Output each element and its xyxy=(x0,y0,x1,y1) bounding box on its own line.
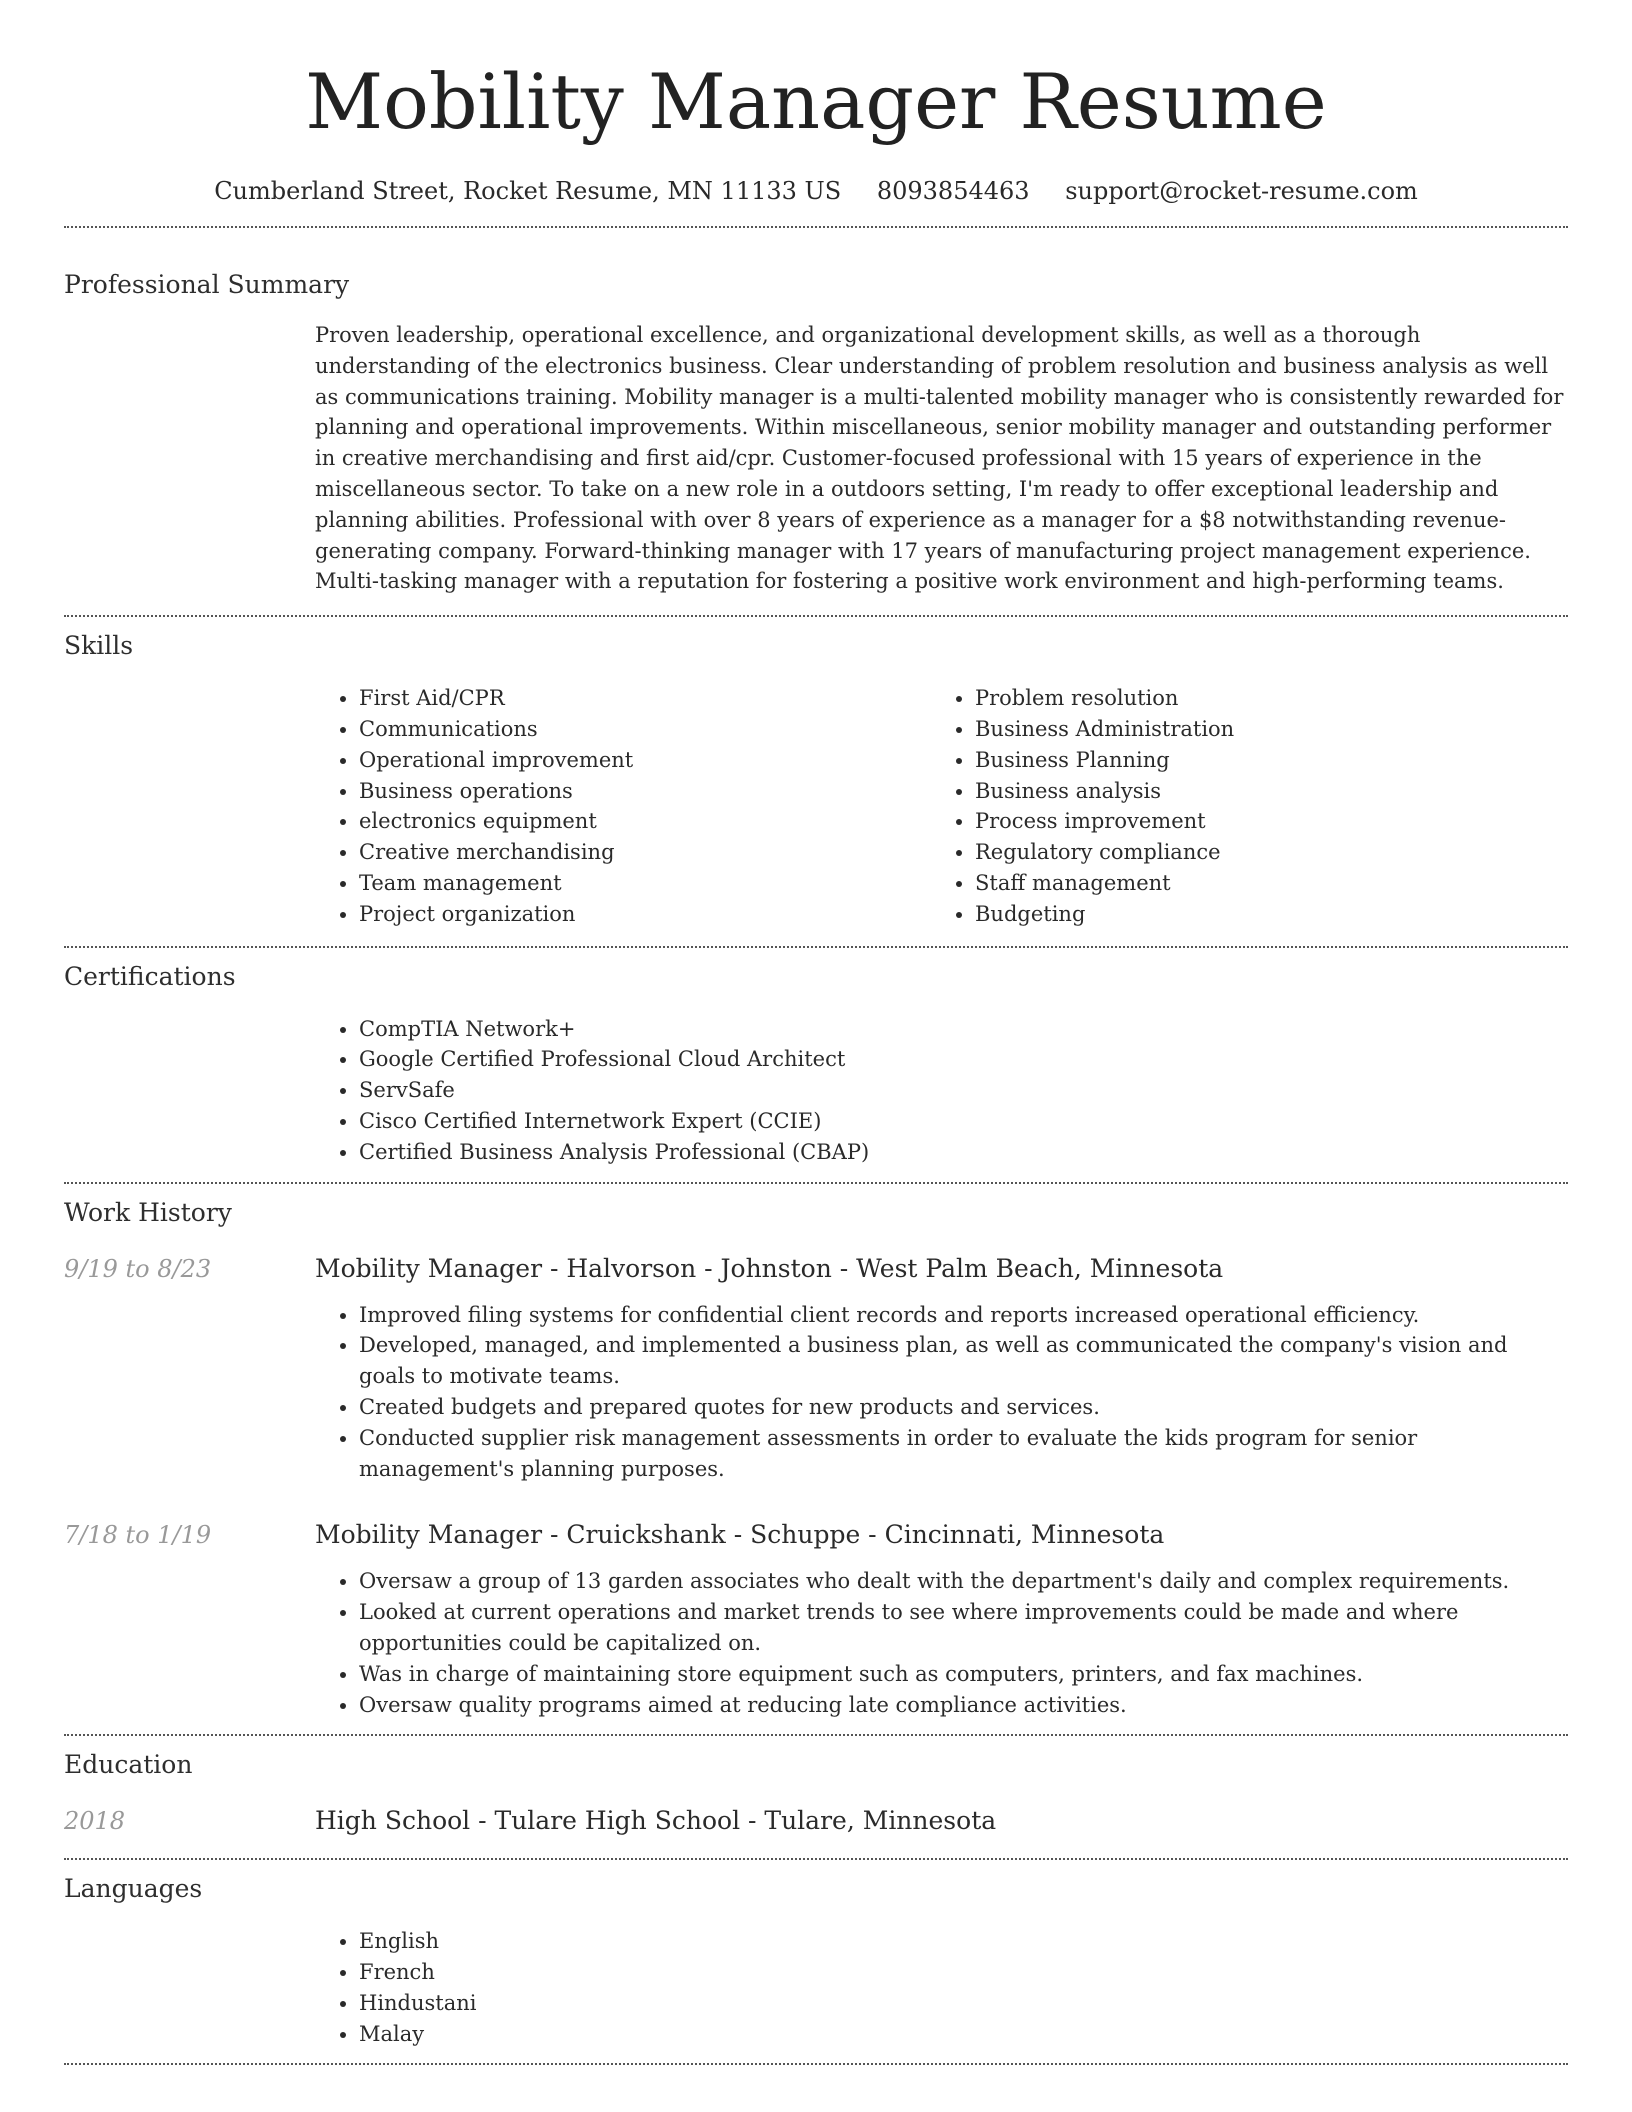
divider xyxy=(64,2063,1568,2065)
contact-address: Cumberland Street, Rocket Resume, MN 11133 US xyxy=(214,177,842,205)
certifications-section xyxy=(64,948,1568,1182)
contact-email: support@rocket-resume.com xyxy=(1065,177,1418,205)
summary-section xyxy=(64,228,1568,615)
contact-phone: 8093854463 xyxy=(876,177,1030,205)
skills-columns xyxy=(315,683,1568,945)
skill-item: • Staff management xyxy=(975,868,1547,899)
skill-item: • First Aid/CPR xyxy=(359,683,931,714)
certifications-list xyxy=(315,1014,1568,1168)
job-header xyxy=(64,1518,1568,1552)
job-dates: 9/19 to 8/23 xyxy=(64,1254,212,1283)
education-heading: Education xyxy=(64,1750,193,1780)
languages-content xyxy=(315,1926,1568,2063)
job-bullet: • Was in charge of maintaining store equipment such as computers, printers, and fax machines. xyxy=(359,1659,1568,1690)
job-title: Mobility Manager - Cruickshank - Schuppe - Cincinnati, Minnesota xyxy=(315,1520,1165,1550)
skill-item: • Communications xyxy=(359,714,931,745)
job-bullet-list xyxy=(315,1566,1568,1720)
languages-list xyxy=(315,1926,1568,2049)
skills-section xyxy=(64,617,1568,945)
job-bullet-list xyxy=(315,1300,1568,1485)
job-bullet: • Oversaw a group of 13 garden associates who dealt with the department's daily and complex requirements. xyxy=(359,1566,1568,1597)
summary-text: Proven leadership, operational excellence, and organizational development skills, as well as a thorough understanding of the electronics business. Clear understanding of problem resolution and business analysis as well as communications training. Mobility manager is a multi-talented mobility manager who is consistently rewarded for planning and operational improvements. Within miscellaneous, senior mobility manager and outstanding performer in creative merchandising and first aid/cpr. Customer-focused professional with 15 years of experience in the miscellaneous sector. To take on a new role in a outdoors setting, I'm ready to offer exceptional leadership and planning abilities. Professional with over 8 years of experience as a manager for a $8 notwithstanding revenue-generating company. Forward-thinking manager with 17 years of manufacturing project management experience. Multi-tasking manager with a reputation for fostering a positive work environment and high-performing teams. xyxy=(315,323,1564,594)
job-title: Mobility Manager - Halvorson - Johnston - West Palm Beach, Minnesota xyxy=(315,1253,1224,1283)
skill-item: • Regulatory compliance xyxy=(975,837,1547,868)
certifications-heading: Certifications xyxy=(64,961,236,991)
education-entry xyxy=(64,1804,1568,1858)
job-bullets xyxy=(315,1300,1568,1485)
skill-item: • Project organization xyxy=(359,899,931,930)
skill-item: • Business Administration xyxy=(975,714,1547,745)
job-bullets xyxy=(315,1566,1568,1734)
job-bullet: • Oversaw quality programs aimed at reducing late compliance activities. xyxy=(359,1690,1568,1721)
contact-line xyxy=(64,174,1568,208)
skill-item: • electronics equipment xyxy=(359,806,931,837)
job-bullet: • Improved filing systems for confidential client records and reports increased operational efficiency. xyxy=(359,1300,1568,1331)
skill-item: • Process improvement xyxy=(975,806,1547,837)
skill-item: • Team management xyxy=(359,868,931,899)
skill-item: • Business analysis xyxy=(975,776,1547,807)
skill-item: • Operational improvement xyxy=(359,745,931,776)
job-header xyxy=(64,1252,1568,1286)
certification-item: • ServSafe xyxy=(359,1075,1568,1106)
education-section xyxy=(64,1736,1568,1858)
skill-item: • Business Planning xyxy=(975,745,1547,776)
certification-item: • CompTIA Network+ xyxy=(359,1014,1568,1045)
skill-item: • Business operations xyxy=(359,776,931,807)
certification-item: • Google Certified Professional Cloud Architect xyxy=(359,1044,1568,1075)
job-entry xyxy=(64,1252,1568,1485)
job-entry xyxy=(64,1518,1568,1734)
skills-heading: Skills xyxy=(64,631,134,661)
resume-page xyxy=(64,0,1568,2065)
skills-list-left xyxy=(315,683,931,929)
education-year: 2018 xyxy=(64,1807,126,1836)
resume-title: Mobility Manager Resume xyxy=(305,57,1327,146)
language-item: • Malay xyxy=(359,2019,1568,2050)
certifications-content xyxy=(315,1014,1568,1182)
skill-item: • Problem resolution xyxy=(975,683,1547,714)
skill-item: • Creative merchandising xyxy=(359,837,931,868)
skills-list-right xyxy=(931,683,1547,929)
language-item: • Hindustani xyxy=(359,1988,1568,2019)
summary-heading: Professional Summary xyxy=(64,270,350,299)
skill-item: • Budgeting xyxy=(975,899,1547,930)
certification-item: • Certified Business Analysis Professional (CBAP) xyxy=(359,1137,1568,1168)
languages-section xyxy=(64,1860,1568,2063)
job-bullet: • Created budgets and prepared quotes for new products and services. xyxy=(359,1392,1568,1423)
job-dates: 7/18 to 1/19 xyxy=(64,1521,212,1550)
education-title: High School - Tulare High School - Tulare, Minnesota xyxy=(315,1806,997,1836)
language-item: • French xyxy=(359,1957,1568,1988)
work-heading: Work History xyxy=(64,1197,232,1227)
work-section xyxy=(64,1184,1568,1735)
job-bullet: • Developed, managed, and implemented a business plan, as well as communicated the company's vision and goals to motivate teams. xyxy=(359,1330,1568,1392)
language-item: • English xyxy=(359,1926,1568,1957)
job-bullet: • Looked at current operations and market trends to see where improvements could be made and where opportunities could be capitalized on. xyxy=(359,1597,1568,1659)
job-bullet: • Conducted supplier risk management assessments in order to evaluate the kids program for senior management's planning purposes. xyxy=(359,1423,1568,1485)
certification-item: • Cisco Certified Internetwork Expert (CCIE) xyxy=(359,1106,1568,1137)
languages-heading: Languages xyxy=(64,1874,203,1904)
